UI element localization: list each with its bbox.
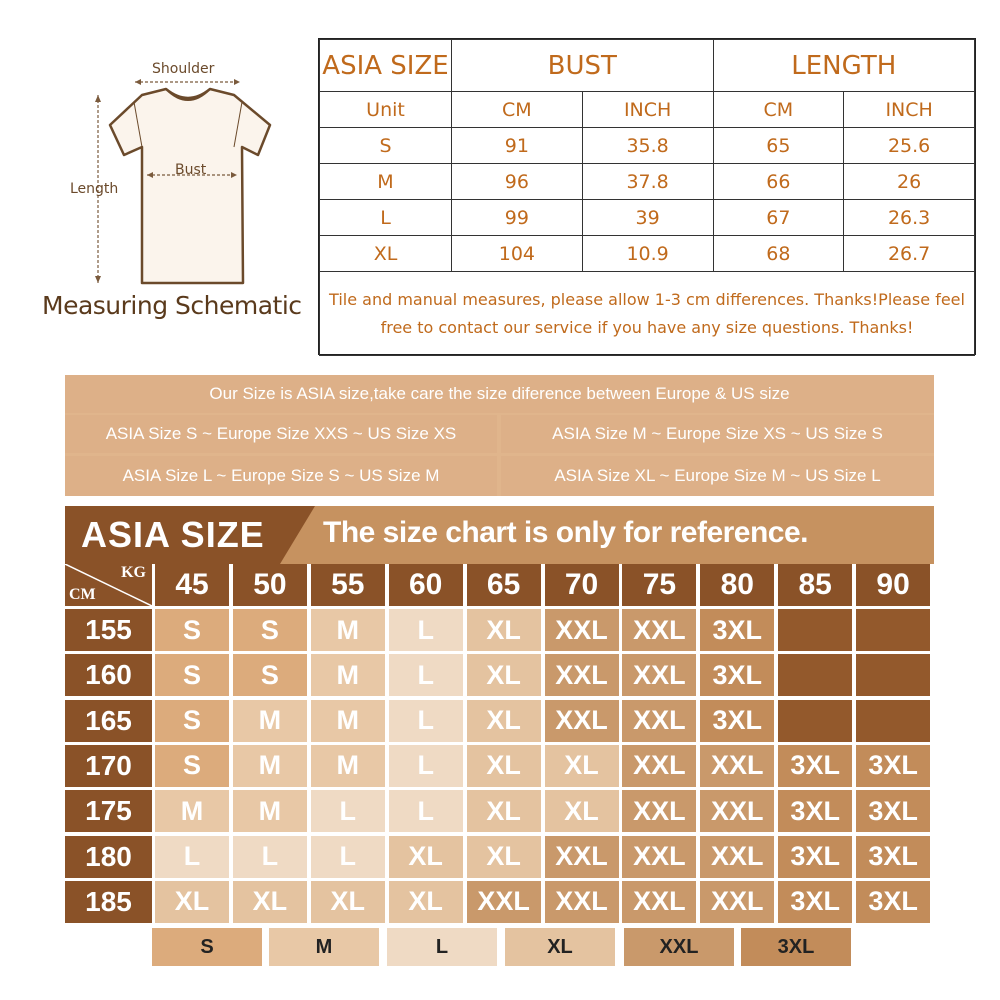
table-cell: 99 xyxy=(452,200,583,236)
table-cell: 37.8 xyxy=(582,164,713,200)
size-cell: L xyxy=(389,654,463,696)
table-cell: 96 xyxy=(452,164,583,200)
size-cell: XXL xyxy=(545,881,619,923)
height-header-180: 180 xyxy=(65,836,152,878)
table-note-row xyxy=(320,272,975,356)
height-header-160: 160 xyxy=(65,654,152,696)
weight-header-55: 55 xyxy=(311,564,385,606)
size-cell: L xyxy=(311,790,385,832)
table-row xyxy=(320,128,975,164)
size-cell: 3XL xyxy=(778,836,852,878)
size-cell xyxy=(856,609,930,651)
region-conversion: ASIA Size XL ~ Europe Size M ~ US Size L xyxy=(501,456,934,496)
table-cell: 68 xyxy=(713,236,844,272)
size-cell: M xyxy=(311,609,385,651)
bust-label: Bust xyxy=(175,162,207,178)
table-cell: 66 xyxy=(713,164,844,200)
size-cell: XXL xyxy=(467,881,541,923)
subheader-bust-inch: INCH xyxy=(582,92,713,128)
size-chart-subtitle: The size chart is only for reference. xyxy=(323,516,809,549)
cm-axis-label: CM xyxy=(69,586,96,603)
measurement-table xyxy=(318,38,976,355)
table-cell: XL xyxy=(320,236,452,272)
size-cell: XL xyxy=(389,881,463,923)
size-cell: M xyxy=(233,745,307,787)
table-cell: 65 xyxy=(713,128,844,164)
size-cell: XL xyxy=(155,881,229,923)
size-cell xyxy=(856,700,930,742)
shoulder-label: Shoulder xyxy=(152,61,215,77)
table-row xyxy=(320,164,975,200)
size-cell: 3XL xyxy=(700,654,774,696)
size-cell: XXL xyxy=(622,700,696,742)
table-cell: 104 xyxy=(452,236,583,272)
tshirt-diagram-icon xyxy=(30,55,315,295)
height-header-185: 185 xyxy=(65,881,152,923)
size-cell: 3XL xyxy=(778,790,852,832)
size-cell xyxy=(856,654,930,696)
size-cell: S xyxy=(155,700,229,742)
legend-chip-xxl: XXL xyxy=(624,928,734,966)
height-header-170: 170 xyxy=(65,745,152,787)
table-row xyxy=(320,236,975,272)
size-cell: XXL xyxy=(622,654,696,696)
size-cell xyxy=(778,654,852,696)
size-cell: XL xyxy=(467,654,541,696)
height-header-165: 165 xyxy=(65,700,152,742)
size-cell: 3XL xyxy=(856,836,930,878)
table-header-row xyxy=(320,40,975,92)
region-conversion: ASIA Size S ~ Europe Size XXS ~ US Size XS xyxy=(65,415,497,453)
size-cell: L xyxy=(389,609,463,651)
size-cell: XXL xyxy=(622,609,696,651)
weight-header-65: 65 xyxy=(467,564,541,606)
subheader-bust-cm: CM xyxy=(452,92,583,128)
size-cell: XXL xyxy=(545,700,619,742)
size-cell: XL xyxy=(233,881,307,923)
schematic-title: Measuring Schematic xyxy=(42,291,302,320)
region-conversion: ASIA Size M ~ Europe Size XS ~ US Size S xyxy=(501,415,934,453)
size-cell: XL xyxy=(467,609,541,651)
size-cell: S xyxy=(233,654,307,696)
size-cell: M xyxy=(311,700,385,742)
legend-chip-m: M xyxy=(269,928,379,966)
weight-header-60: 60 xyxy=(389,564,463,606)
table-cell: 91 xyxy=(452,128,583,164)
region-conversion: ASIA Size L ~ Europe Size S ~ US Size M xyxy=(65,456,497,496)
size-cell: S xyxy=(155,745,229,787)
measuring-schematic xyxy=(30,55,315,330)
size-cell xyxy=(778,609,852,651)
size-chart-title: ASIA SIZE xyxy=(81,514,265,555)
size-cell: XL xyxy=(467,700,541,742)
table-cell: 26 xyxy=(844,164,975,200)
size-cell: 3XL xyxy=(856,745,930,787)
size-cell: XXL xyxy=(622,836,696,878)
size-cell: 3XL xyxy=(856,881,930,923)
size-cell: S xyxy=(155,654,229,696)
region-title: Our Size is ASIA size,take care the size diference between Europe & US size xyxy=(65,375,934,413)
size-cell: L xyxy=(311,836,385,878)
length-label: Length xyxy=(70,181,119,197)
size-cell: XL xyxy=(389,836,463,878)
weight-header-45: 45 xyxy=(155,564,229,606)
size-cell: XXL xyxy=(622,790,696,832)
size-chart-header xyxy=(65,506,934,564)
legend-chip-l: L xyxy=(387,928,497,966)
table-cell: S xyxy=(320,128,452,164)
size-cell: S xyxy=(155,609,229,651)
table-cell: L xyxy=(320,200,452,236)
size-cell: XL xyxy=(467,790,541,832)
size-cell: XXL xyxy=(545,609,619,651)
size-cell: L xyxy=(155,836,229,878)
weight-header-70: 70 xyxy=(545,564,619,606)
size-cell: L xyxy=(389,700,463,742)
size-cell: XL xyxy=(545,790,619,832)
table-cell: 26.3 xyxy=(844,200,975,236)
size-cell: XXL xyxy=(545,836,619,878)
kg-axis-label: KG xyxy=(121,564,146,581)
height-header-155: 155 xyxy=(65,609,152,651)
size-cell: L xyxy=(233,836,307,878)
table-cell: 10.9 xyxy=(582,236,713,272)
size-cell: 3XL xyxy=(778,881,852,923)
size-cell: 3XL xyxy=(778,745,852,787)
size-cell: 3XL xyxy=(700,609,774,651)
size-cell: M xyxy=(311,745,385,787)
legend-chip-3xl: 3XL xyxy=(741,928,851,966)
size-cell: XXL xyxy=(622,745,696,787)
table-cell: 39 xyxy=(582,200,713,236)
measurement-note: Tile and manual measures, please allow 1-3 cm differences. Thanks!Please feel free to contact our service if you have any size questions. Thanks! xyxy=(320,272,975,356)
weight-header-80: 80 xyxy=(700,564,774,606)
height-header-175: 175 xyxy=(65,790,152,832)
legend-chip-s: S xyxy=(152,928,262,966)
region-size-panel xyxy=(65,375,934,496)
size-cell: M xyxy=(155,790,229,832)
table-row xyxy=(320,200,975,236)
size-cell: XL xyxy=(311,881,385,923)
size-cell: XL xyxy=(467,745,541,787)
weight-header-75: 75 xyxy=(622,564,696,606)
size-cell: 3XL xyxy=(700,700,774,742)
size-cell: L xyxy=(389,745,463,787)
weight-header-50: 50 xyxy=(233,564,307,606)
subheader-unit: Unit xyxy=(320,92,452,128)
subheader-length-cm: CM xyxy=(713,92,844,128)
size-cell: 3XL xyxy=(856,790,930,832)
table-cell: M xyxy=(320,164,452,200)
subheader-length-inch: INCH xyxy=(844,92,975,128)
size-cell: XXL xyxy=(622,881,696,923)
size-cell: XXL xyxy=(700,836,774,878)
size-cell: S xyxy=(233,609,307,651)
table-cell: 35.8 xyxy=(582,128,713,164)
size-cell: XXL xyxy=(545,654,619,696)
size-cell: XXL xyxy=(700,790,774,832)
table-cell: 26.7 xyxy=(844,236,975,272)
table-cell: 25.6 xyxy=(844,128,975,164)
header-bust: BUST xyxy=(452,40,714,92)
size-cell: XXL xyxy=(700,745,774,787)
table-cell: 67 xyxy=(713,200,844,236)
header-length: LENGTH xyxy=(713,40,975,92)
size-cell: XXL xyxy=(700,881,774,923)
weight-header-85: 85 xyxy=(778,564,852,606)
size-cell: M xyxy=(311,654,385,696)
chart-corner-cell xyxy=(65,564,152,606)
header-asia-size: ASIA SIZE xyxy=(320,40,452,92)
legend-chip-xl: XL xyxy=(505,928,615,966)
size-cell xyxy=(778,700,852,742)
weight-header-90: 90 xyxy=(856,564,930,606)
size-cell: M xyxy=(233,790,307,832)
size-cell: M xyxy=(233,700,307,742)
size-cell: XL xyxy=(545,745,619,787)
size-cell: XL xyxy=(467,836,541,878)
size-cell: L xyxy=(389,790,463,832)
table-subheader-row xyxy=(320,92,975,128)
